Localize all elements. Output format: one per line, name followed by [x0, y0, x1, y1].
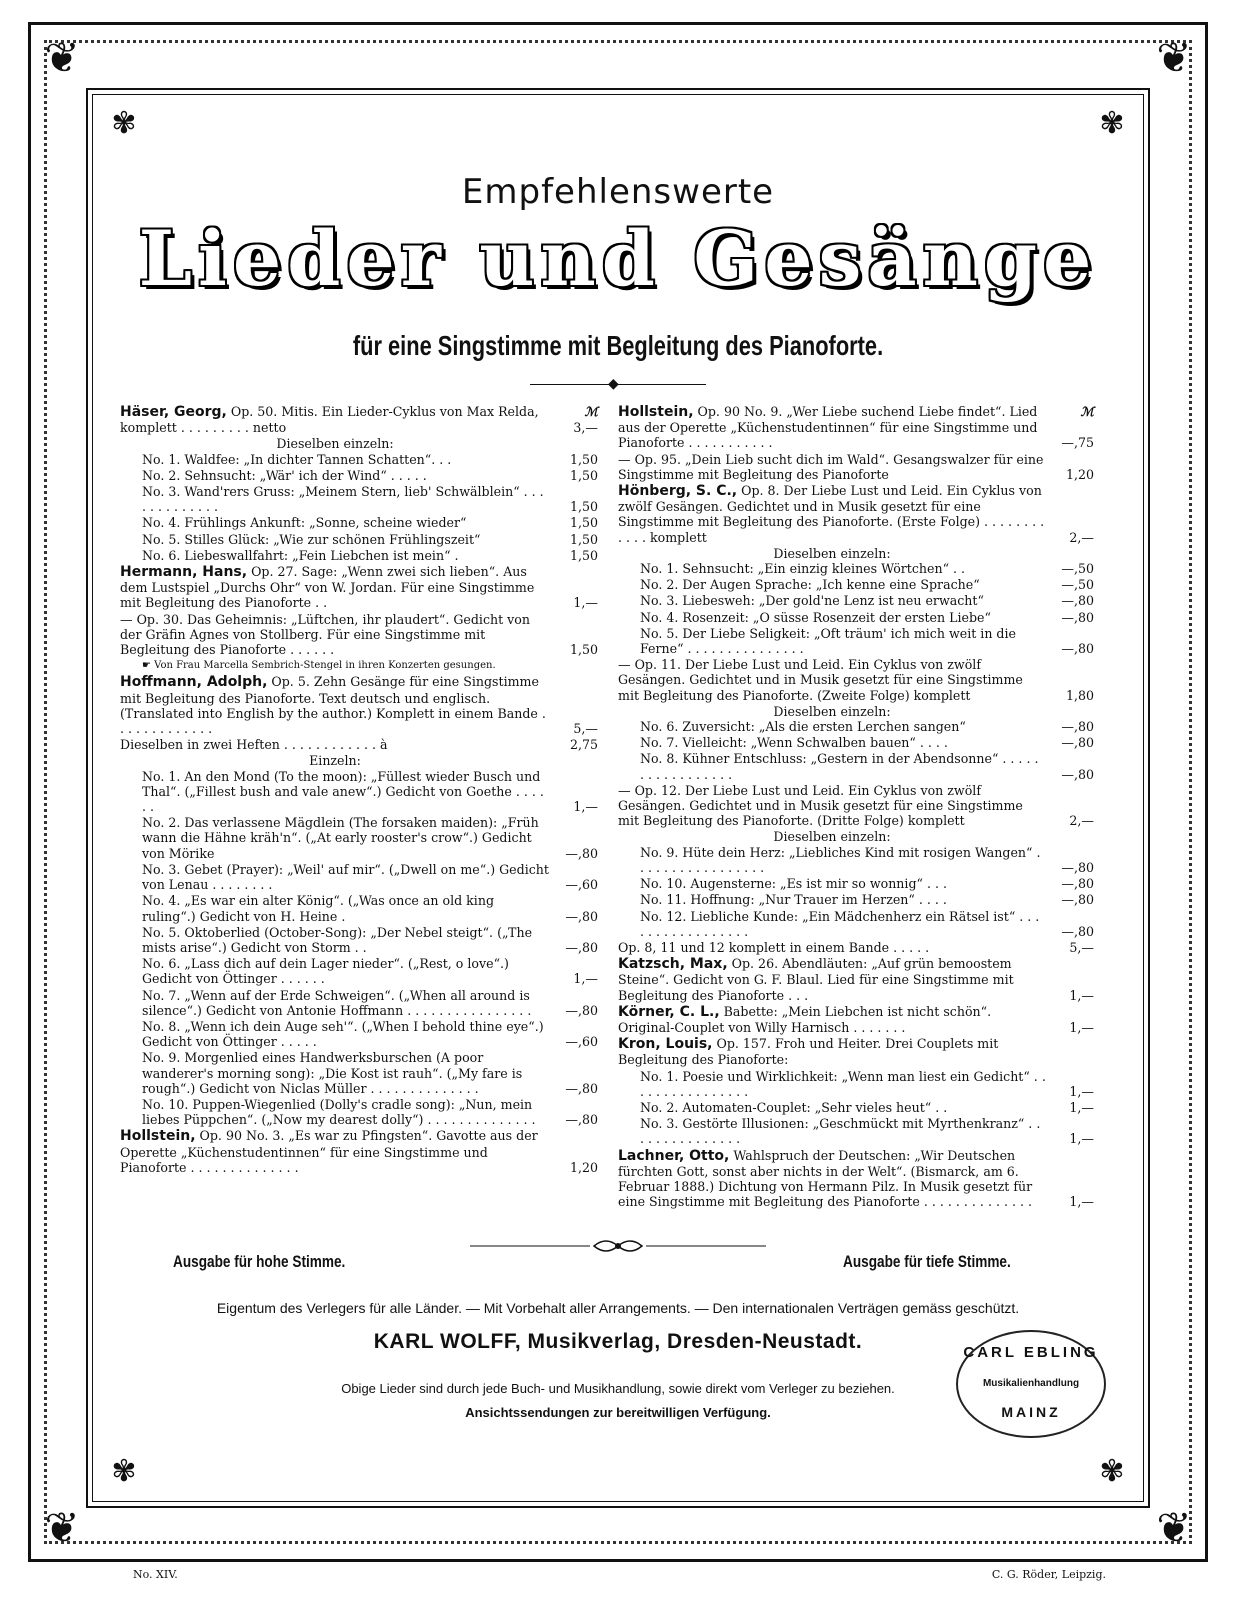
- dealer-stamp: [956, 1330, 1106, 1438]
- entry-text: Op. 26. Abendläuten: „Auf grün bemoostem Steine“. Gedicht von G. F. Blaul. Lied für eine Singstimme mit Begleitung des Pianoforte . . .: [618, 956, 1018, 1003]
- page-title: Lieder und Gesänge: [138, 214, 1098, 303]
- catalog-entry: [618, 876, 1094, 891]
- catalog-entry: [120, 1097, 598, 1127]
- catalog-entry: [120, 956, 598, 986]
- catalog-entry: [618, 577, 1094, 592]
- entry-text: Op. 157. Froh und Heiter. Drei Couplets mit Begleitung des Pianoforte:: [618, 1036, 1003, 1068]
- entry-text: No. 1. Sehnsucht: „Ein einzig kleines Wörtchen“ . .: [640, 561, 966, 577]
- entry-price: 1,—: [573, 799, 598, 815]
- entry-price: —,80: [565, 939, 598, 955]
- entry-price: —,80: [1061, 766, 1094, 782]
- catalog-entry: [120, 484, 598, 514]
- entry-price: 1,50: [569, 499, 598, 515]
- entry-text: No. 1. Poesie und Wirklichkeit: „Wenn man liest ein Gedicht“ . . . . . . . . . . . . . . . .: [640, 1068, 1050, 1099]
- entry-text: No. 7. Vielleicht: „Wenn Schwalben bauen“ . . . .: [640, 735, 948, 751]
- entry-price: —,80: [1061, 593, 1094, 609]
- entry-price: —,80: [1061, 735, 1094, 751]
- entry-price: —,80: [565, 1080, 598, 1096]
- section-heading: Dieselben einzeln:: [773, 703, 891, 719]
- entry-price: 1,50: [569, 515, 598, 531]
- catalog-entry: [618, 845, 1094, 875]
- entry-text: No. 8. Kühner Entschluss: „Gestern in der Abendsonne“ . . . . . . . . . . . . . . . . .: [640, 751, 1043, 782]
- approval-note: Ansichtssendungen zur bereitwilligen Verfügung.: [465, 1405, 771, 1420]
- entry-text: No. 2. Der Augen Sprache: „Ich kenne eine Sprache“: [640, 577, 980, 593]
- catalog-entry: [618, 783, 1094, 829]
- entry-text: No. 6. „Lass dich auf dein Lager nieder“. („Rest, o love“.) Gedicht von Öttinger . . . . . .: [142, 956, 513, 987]
- entry-price: 1,50: [569, 451, 598, 467]
- catalog-entry: [618, 1069, 1094, 1099]
- catalog-entry: [618, 909, 1094, 939]
- stamp-business: Musikalienhandlung: [982, 1378, 1080, 1389]
- section-heading: Dieselben einzeln:: [773, 829, 891, 845]
- catalog-entry: [120, 1128, 598, 1175]
- catalog-entry: [618, 956, 1094, 1003]
- entry-text: — Op. 30. Das Geheimnis: „Lüftchen, ihr plaudert“. Gedicht von der Gräfin Agnes von Stollberg. Für eine Singstimme mit Begleitung des Pianoforte . . . . . .: [120, 611, 535, 658]
- composer-name: Hermann, Hans,: [120, 564, 248, 581]
- right-entry-list: [618, 404, 1094, 1209]
- entry-price: —,80: [1061, 859, 1094, 875]
- entry-text: No. 1. An den Mond (To the moon): „Füllest wieder Busch und Thal“. („Fillest bush and vale anew“.) Gedicht von Goethe . . . . . .: [142, 768, 548, 815]
- entry-text: No. 9. Hüte dein Herz: „Liebliches Kind mit rosigen Wangen“ . . . . . . . . . . . . . . . . .: [640, 844, 1045, 875]
- composer-name: Lachner, Otto,: [618, 1147, 730, 1164]
- entry-price: —,80: [1061, 876, 1094, 892]
- entry-price: 1,50: [569, 547, 598, 563]
- entry-text: Op. 27. Sage: „Wenn zwei sich lieben“. Aus dem Lustspiel „Durchs Ohr“ von W. Jordan. Für eine Singstimme mit Begleitung des Pianoforte . .: [120, 564, 539, 611]
- catalog-entry: [120, 988, 598, 1018]
- composer-name: Kron, Louis,: [618, 1036, 713, 1053]
- entry-text: No. 3. Gestörte Illusionen: „Geschmückt mit Myrthenkranz“ . . . . . . . . . . . . . . .: [640, 1116, 1045, 1147]
- entry-price: 1,—: [1069, 1083, 1094, 1099]
- composer-name: Katzsch, Max,: [618, 956, 728, 973]
- composer-name: Hollstein,: [618, 404, 694, 420]
- entry-price: 1,—: [1069, 1019, 1094, 1035]
- section-heading: Einzeln:: [309, 753, 361, 769]
- currency-symbol: ℳ: [1080, 404, 1094, 419]
- entry-text: No. 5. Stilles Glück: „Wie zur schönen Frühlingszeit“: [142, 531, 481, 547]
- catalog-entry: [618, 610, 1094, 625]
- ornament-corner-icon: ✾: [111, 106, 137, 141]
- entry-price: 1,—: [573, 971, 598, 987]
- catalog-entry: [120, 674, 598, 736]
- entry-text: — Op. 11. Der Liebe Lust und Leid. Ein Cyklus von zwölf Gesängen. Gedichtet und in Musik gesetzt für eine Singstimme mit Begleitung des Pianoforte. (Zweite Folge) komplett: [618, 657, 1027, 703]
- entry-price: 1,—: [1069, 987, 1094, 1003]
- entry-text: — Op. 12. Der Liebe Lust und Leid. Ein Cyklus von zwölf Gesängen. Gedichtet und in Musik gesetzt für eine Singstimme mit Begleitung des Pianoforte. (Dritte Folge) komplett: [618, 782, 1027, 829]
- ornament-corner-icon: ✾: [1099, 1454, 1125, 1489]
- publisher-line: KARL WOLFF, Musikverlag, Dresden-Neustadt.: [373, 1330, 863, 1353]
- entry-text: No. 12. Liebliche Kunde: „Ein Mädchenherz ein Rätsel ist“ . . . . . . . . . . . . . . . . .: [640, 908, 1044, 939]
- catalog-entry: [618, 593, 1094, 608]
- left-entry-list: [120, 404, 598, 1175]
- entry-text: Babette: „Mein Liebchen ist nicht schön“. Original-Couplet von Willy Harnisch . . . . . . .: [618, 1003, 996, 1035]
- entry-price: 1,20: [569, 1159, 598, 1175]
- entry-text: No. 2. Das verlassene Mägdlein (The forsaken maiden): „Früh wann die Hähne kräh'n“. („At early rooster's crow“.) Gedicht von Mörike: [142, 815, 543, 861]
- ornament-corner-icon: ❦: [44, 33, 80, 82]
- catalog-entry: [120, 548, 598, 563]
- entry-price: —,80: [565, 908, 598, 924]
- catalog-entry: [618, 1100, 1094, 1115]
- entry-text: No. 6. Liebeswallfahrt: „Fein Liebchen ist mein“ .: [142, 547, 459, 563]
- catalog-entry: [120, 769, 598, 815]
- entry-price: 1,—: [1069, 1194, 1094, 1210]
- entry-price: 3,—: [573, 420, 598, 436]
- availability-note: Obige Lieder sind durch jede Buch- und Musikhandlung, sowie direkt vom Verleger zu beziehen.: [341, 1381, 895, 1396]
- entry-text: No. 4. Rosenzeit: „O süsse Rosenzeit der ersten Liebe“: [640, 609, 991, 625]
- entry-text: No. 1. Waldfee: „In dichter Tannen Schatten“. . .: [142, 451, 452, 467]
- catalog-entry: [618, 751, 1094, 781]
- catalog-entry: [618, 1148, 1094, 1210]
- entry-text: No. 7. „Wenn auf der Erde Schweigen“. („When all around is silence“.) Gedicht von Antonie Hoffmann . . . . . . . . . . . . . . . .: [142, 987, 534, 1018]
- catalog-entry: [120, 893, 598, 923]
- entry-price: 5,—: [1069, 939, 1094, 955]
- entry-text: No. 9. Morgenlied eines Handwerksburschen (A poor wanderer's morning song): „Die Kost ist rauh“. („My fare is rough“.) Gedicht von Niclas Müller . . . . . . . . . . . . . .: [142, 1050, 527, 1096]
- ornament-corner-icon: ❦: [44, 1503, 80, 1552]
- ornament-corner-icon: ❦: [1156, 1503, 1192, 1552]
- catalog-entry: [120, 815, 598, 861]
- catalog-entry: [120, 612, 598, 658]
- catalog-entry: [120, 532, 598, 547]
- catalog-entry: [618, 1004, 1094, 1035]
- catalog-entry: [618, 1116, 1094, 1146]
- entry-price: 2,75: [569, 737, 598, 753]
- entry-text: No. 3. Wand'rers Gruss: „Meinem Stern, lieb' Schwälblein“ . . . . . . . . . . . . .: [142, 484, 548, 515]
- entry-text: Op. 8, 11 und 12 komplett in einem Bande . . . . .: [618, 939, 930, 955]
- left-column: [120, 404, 598, 1176]
- entry-price: —,50: [1061, 561, 1094, 577]
- catalog-entry: [120, 564, 598, 611]
- composer-name: Hoffmann, Adolph,: [120, 674, 268, 691]
- entry-text: No. 3. Liebesweh: „Der gold'ne Lenz ist neu erwacht“: [640, 593, 984, 609]
- right-column: [618, 404, 1094, 1210]
- catalog-entry: [618, 892, 1094, 907]
- ornament-corner-icon: ✾: [111, 1454, 137, 1489]
- catalog-entry: [120, 1019, 598, 1049]
- entry-price: —,80: [565, 1002, 598, 1018]
- entry-price: —,60: [565, 1034, 598, 1050]
- entry-text: Dieselben in zwei Heften . . . . . . . . . . . . à: [120, 737, 388, 753]
- entry-price: 2,—: [1069, 813, 1094, 829]
- catalog-entry: [120, 404, 598, 435]
- section-heading: Dieselben einzeln:: [276, 436, 394, 452]
- entry-text: No. 10. Augensterne: „Es ist mir so wonnig“ . . .: [640, 876, 947, 892]
- entry-text: Op. 8. Der Liebe Lust und Leid. Ein Cyklus von zwölf Gesängen. Gedichtet und in Musik gesetzt für eine Singstimme mit Begleitung des Pianoforte. (Erste Folge) . . . . . . . . . . . . komplett: [618, 483, 1049, 545]
- entry-text: No. 2. Automaten-Couplet: „Sehr vieles heut“ . .: [640, 1099, 948, 1115]
- entry-price: —,80: [1061, 892, 1094, 908]
- stamp-city: MAINZ: [1001, 1404, 1061, 1420]
- catalog-entry: [618, 735, 1094, 750]
- entry-price: 1,50: [569, 642, 598, 658]
- catalog-entry: [618, 626, 1094, 656]
- catalog-entry: [618, 940, 1094, 955]
- currency-symbol: ℳ: [584, 404, 598, 419]
- entry-text: No. 6. Zuversicht: „Als die ersten Lerchen sangen“: [640, 719, 966, 735]
- entry-text: Op. 90 No. 3. „Es war zu Pfingsten“. Gavotte aus der Operette „Küchenstudentinnen“ für eine Singstimme und Pianoforte . . . . . . . . . . . . . .: [120, 1128, 542, 1175]
- entry-price: —,80: [1061, 641, 1094, 657]
- entry-price: —,80: [1061, 719, 1094, 735]
- entry-price: —,75: [1061, 435, 1094, 451]
- entry-price: —,80: [1061, 923, 1094, 939]
- composer-name: Körner, C. L.,: [618, 1003, 720, 1020]
- entry-price: 2,—: [1069, 529, 1094, 545]
- entry-price: —,80: [565, 1112, 598, 1128]
- entry-text: No. 10. Puppen-Wiegenlied (Dolly's cradle song): „Nun, mein liebes Püppchen“. („Now my dearest dolly“) . . . . . . . . . . . . . .: [142, 1096, 537, 1128]
- subtitle: für eine Singstimme mit Begleitung des Pianoforte.: [352, 330, 884, 361]
- catalog-entry: [618, 1036, 1094, 1067]
- edition-high-voice: Ausgabe für hohe Stimme.: [173, 1252, 346, 1271]
- rights-notice: Eigentum des Verlegers für alle Länder. — Mit Vorbehalt aller Arrangements. — Den internationalen Verträgen gemäss geschützt.: [216, 1300, 1020, 1316]
- composer-name: Häser, Georg,: [120, 404, 227, 420]
- bottom-divider-ornament-icon: [470, 1236, 766, 1256]
- catalog-entry: [120, 515, 598, 530]
- catalog-entry: [120, 1050, 598, 1096]
- entry-price: 1,—: [1069, 1099, 1094, 1115]
- entry-text: No. 5. Oktoberlied (October-Song): „Der Nebel steigt“. („The mists arise“.) Gedicht von Storm . .: [142, 924, 537, 955]
- catalog-entry: [618, 719, 1094, 734]
- entry-price: —,80: [565, 845, 598, 861]
- entry-text: No. 3. Gebet (Prayer): „Weil' auf mir“. („Dwell on me“.) Gedicht von Lenau . . . . . . . .: [142, 861, 553, 893]
- entry-text: No. 8. „Wenn ich dein Auge seh'“. („When I behold thine eye“.) Gedicht von Öttinger . . . . .: [142, 1018, 548, 1050]
- entry-price: 1,50: [569, 531, 598, 547]
- catalog-entry: [618, 561, 1094, 576]
- entry-price: 1,80: [1065, 687, 1094, 703]
- entry-price: 1,50: [569, 467, 598, 483]
- entry-text: No. 5. Der Liebe Seligkeit: „Oft träum' ich mich weit in die Ferne“ . . . . . . . . . . . . . . .: [640, 625, 1020, 657]
- catalog-entry: [618, 452, 1094, 482]
- entry-text: No. 11. Hoffnung: „Nur Trauer im Herzen“ . . . .: [640, 892, 947, 908]
- catalog-entry: [618, 657, 1094, 703]
- catalog-entry: [120, 468, 598, 483]
- section-heading: Dieselben einzeln:: [773, 545, 891, 561]
- entry-text: Wahlspruch der Deutschen: „Wir Deutschen fürchten Gott, sonst aber nichts in der Welt“. (Bismarck, am 6. Februar 1888.) Dichtung von Hermann Pilz. In Musik gesetzt für eine Singstimme mit Begleitung des Pianoforte . . . . . . . . . . . . . .: [618, 1147, 1037, 1210]
- entry-price: —,60: [565, 877, 598, 893]
- catalog-entry: [618, 483, 1094, 545]
- entry-price: 5,—: [573, 721, 598, 737]
- catalog-entry: [120, 452, 598, 467]
- catalog-entry: [120, 862, 598, 892]
- catalog-entry: [120, 925, 598, 955]
- printer-credit: C. G. Röder, Leipzig.: [991, 1568, 1106, 1581]
- pretitle: Empfehlenswerte: [461, 172, 775, 212]
- entry-text: Op. 5. Zehn Gesänge für eine Singstimme mit Begleitung des Pianoforte. Text deutsch und englisch. (Translated into English by the author.) Komplett in einem Bande . . . . . . . . . . . . .: [120, 674, 550, 737]
- ornament-corner-icon: ❦: [1156, 33, 1192, 82]
- catalog-entry: [120, 737, 598, 752]
- entry-price: —,50: [1061, 577, 1094, 593]
- entry-price: 1,—: [573, 595, 598, 611]
- entry-text: — Op. 95. „Dein Lieb sucht dich im Wald“. Gesangswalzer für eine Singstimme mit Begleitung des Pianoforte: [618, 451, 1048, 482]
- entry-text: No. 4. Frühlings Ankunft: „Sonne, scheine wieder“: [142, 515, 467, 531]
- stamp-name: CARL EBLING: [963, 1344, 1099, 1361]
- catalog-number: No. XIV.: [133, 1568, 178, 1581]
- entry-text: No. 2. Sehnsucht: „Wär' ich der Wind“ . . . . .: [142, 467, 427, 483]
- composer-name: Hönberg, S. C.,: [618, 483, 738, 500]
- composer-name: Hollstein,: [120, 1128, 196, 1145]
- performance-note: ☛ Von Frau Marcella Sembrich-Stengel in ihren Konzerten gesungen.: [142, 660, 496, 672]
- catalog-entry: [618, 404, 1094, 451]
- entry-text: Op. 90 No. 9. „Wer Liebe suchend Liebe findet“. Lied aus der Operette „Küchenstudentinnen“ für eine Singstimme und Pianoforte . . . . . . . . . . .: [618, 404, 1042, 451]
- entry-price: 1,20: [1065, 466, 1094, 482]
- edition-low-voice: Ausgabe für tiefe Stimme.: [843, 1252, 1011, 1271]
- entry-text: No. 4. „Es war ein alter König“. („Was once an old king ruling“.) Gedicht von H. Heine .: [142, 893, 499, 924]
- divider-ornament-icon: ◆: [608, 376, 619, 392]
- entry-price: —,80: [1061, 609, 1094, 625]
- entry-text: Op. 50. Mitis. Ein Lieder-Cyklus von Max Relda, komplett . . . . . . . . . netto: [120, 404, 543, 436]
- entry-price: 1,—: [1069, 1131, 1094, 1147]
- ornament-corner-icon: ✾: [1099, 106, 1125, 141]
